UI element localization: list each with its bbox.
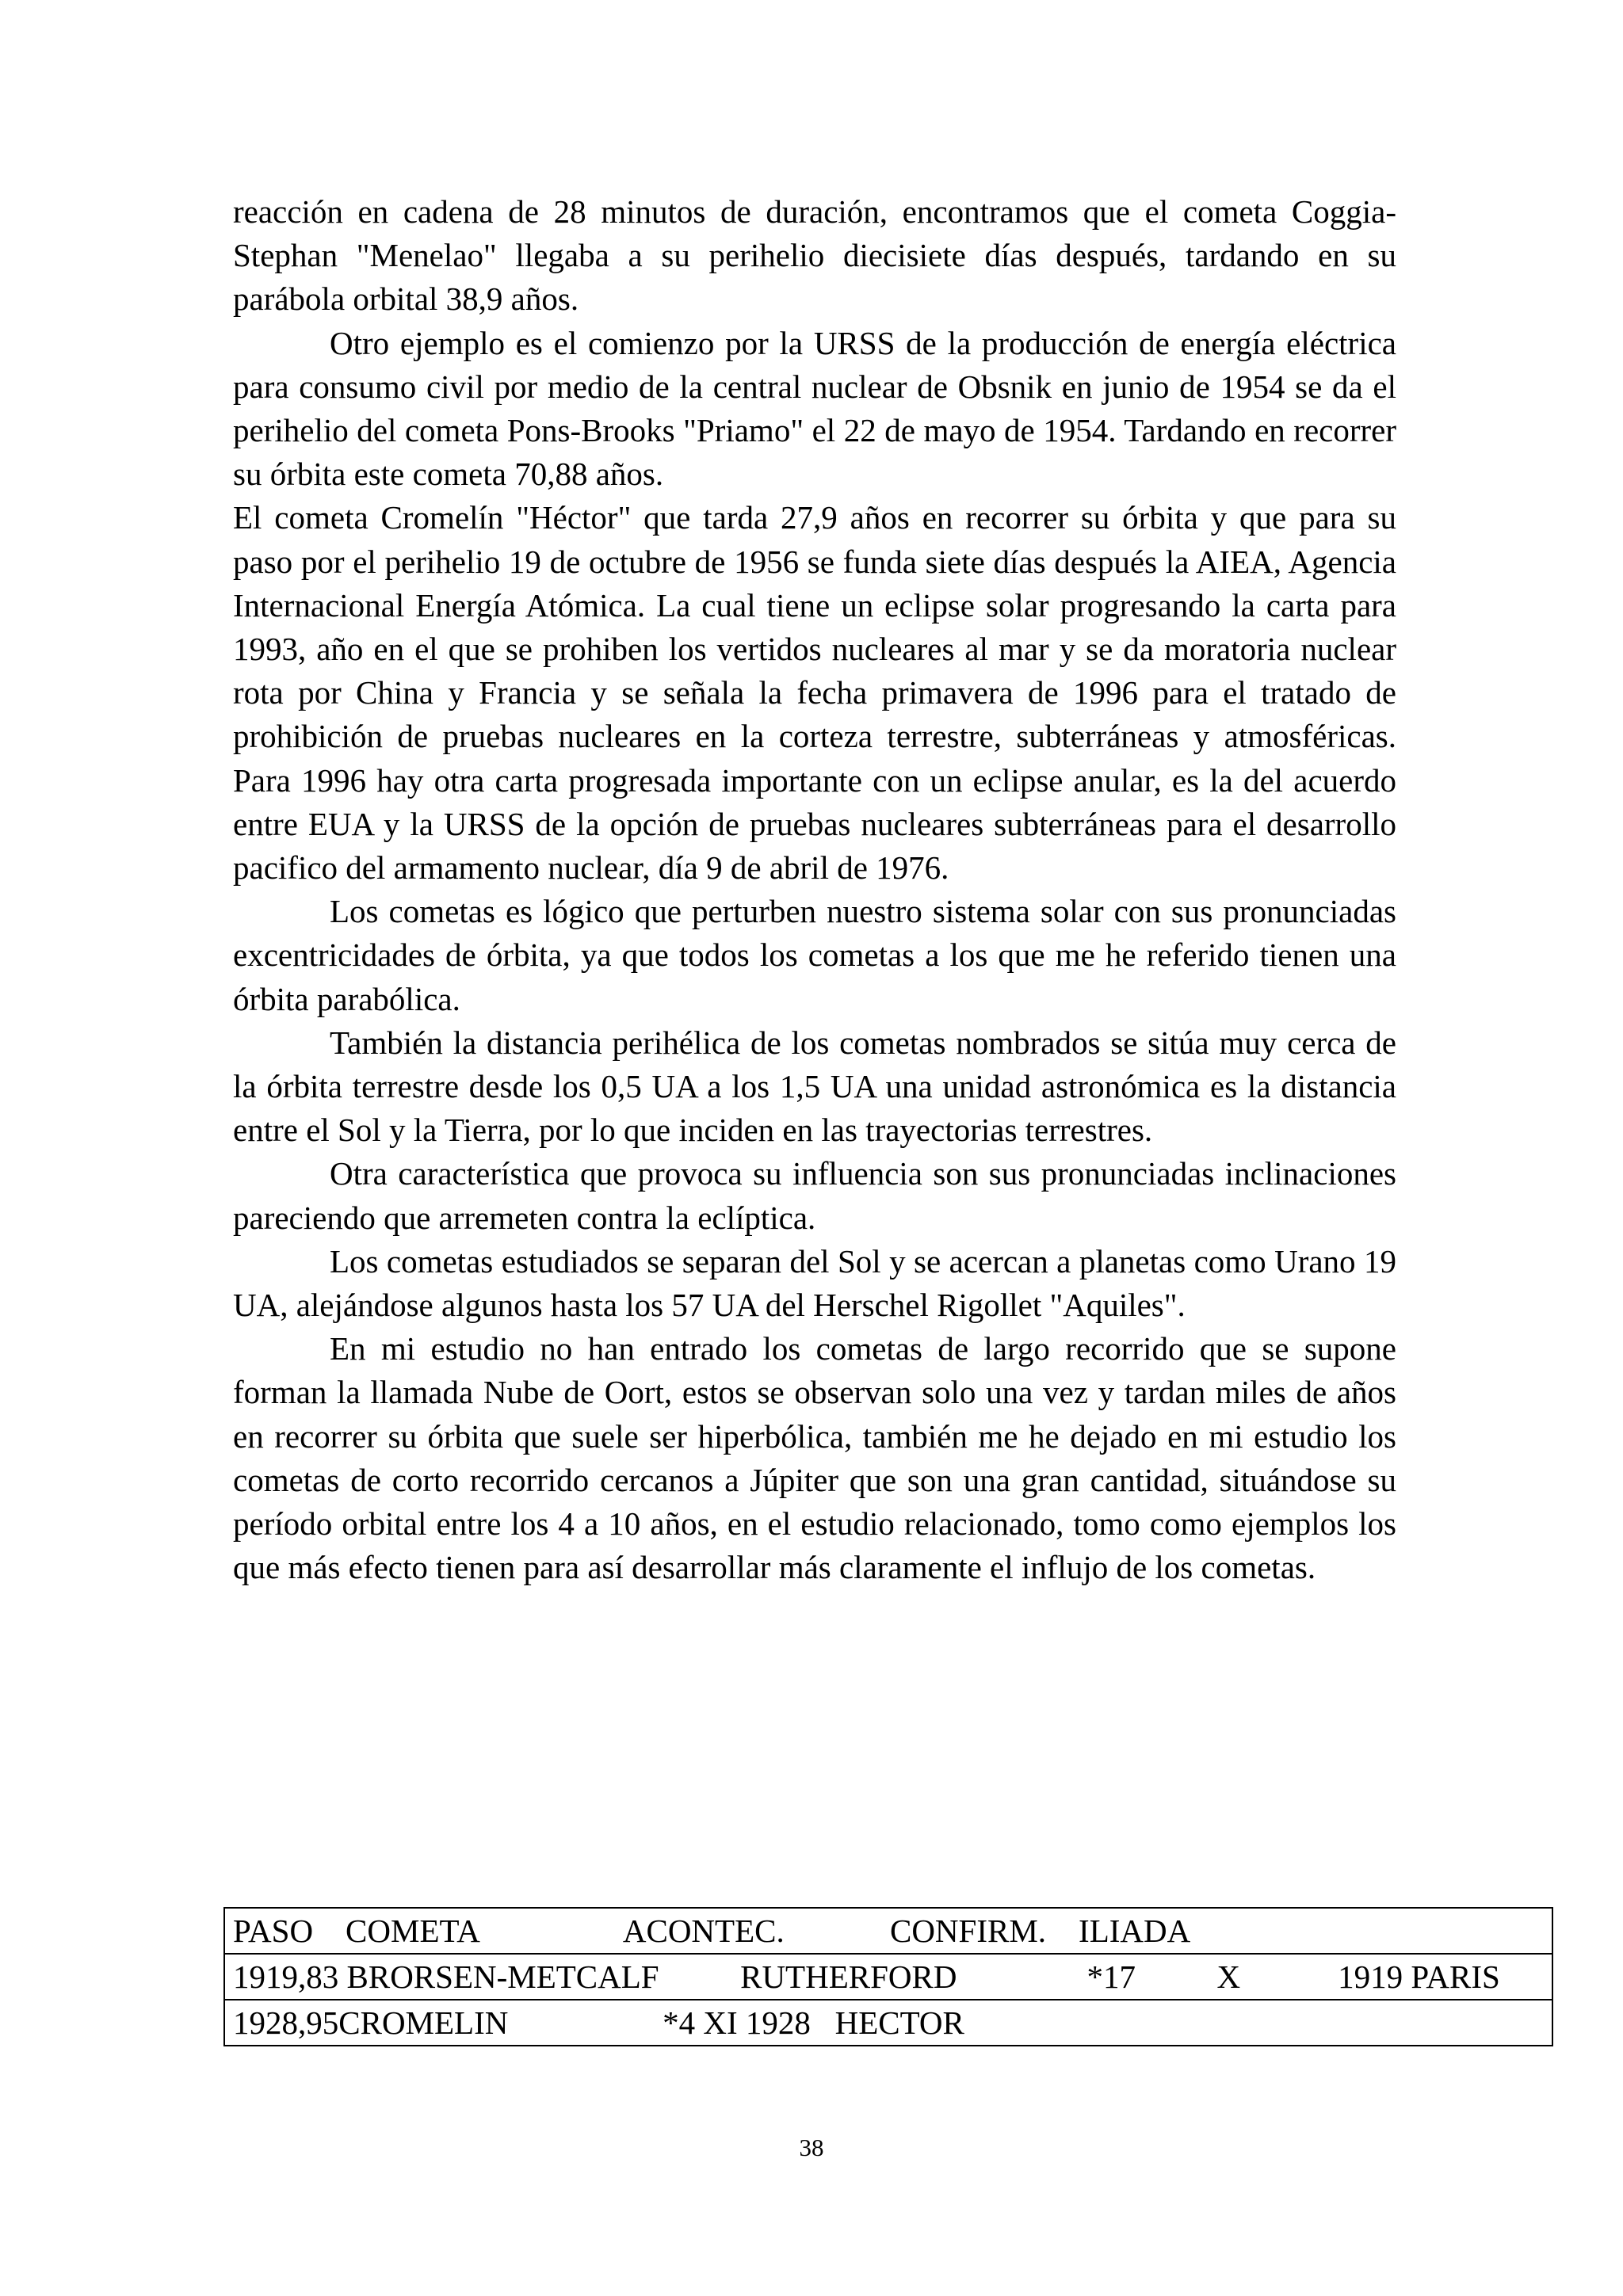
comet-table <box>223 1907 1553 2046</box>
body-text <box>233 190 1396 1590</box>
table-row <box>224 1954 1552 2000</box>
paragraph: También la distancia perihélica de los cometas nombrados se sitúa muy cerca de la órbita terrestre desde los 0,5 UA a los 1,5 UA una unidad astronómica es la distancia entre el Sol y la Tierra, por lo que inciden en las trayectorias terrestres. <box>233 1024 1396 1149</box>
paragraph: Los cometas es lógico que perturben nuestro sistema solar con sus pronunciadas excentricidades de órbita, ya que todos los cometas a los que me he referido tienen una órbita parabólica. <box>233 893 1396 1017</box>
paragraph: Los cometas estudiados se separan del Sol y se acercan a planetas como Urano 19 UA, alejándose algunos hasta los 57 UA del Herschel Rigollet "Aquiles". <box>233 1242 1396 1324</box>
table-cell: 1928,95CROMELIN *4 XI 1928 HECTOR <box>224 2000 1552 2046</box>
table-row <box>224 2000 1552 2046</box>
table-cell: PASO COMETA ACONTEC. CONFIRM. ILIADA <box>224 1908 1552 1954</box>
paragraph: El cometa Cromelín "Héctor" que tarda 27,9 años en recorrer su órbita y que para su paso por el perihelio 19 de octubre de 1956 se funda siete días después la AIEA, Agencia Internacional Energía Atómica. La cual tiene un eclipse solar progresando la carta para 1993, año en el que se prohiben los vertidos nucleares al mar y se da moratoria nuclear rota por China y Francia y se señala la fecha primavera de 1996 para el tratado de prohibición de pruebas nucleares en la corteza terrestre, subterráneas y atmosféricas. Para 1996 hay otra carta progresada importante con un eclipse anular, es la del acuerdo entre EUA y la URSS de la opción de pruebas nucleares subterráneas para el desarrollo pacifico del armamento nuclear, día 9 de abril de 1976. <box>233 499 1396 887</box>
paragraph: Otro ejemplo es el comienzo por la URSS de la producción de energía eléctrica para consumo civil por medio de la central nuclear de Obsnik en junio de 1954 se da el perihelio del cometa Pons-Brooks "Priamo" el 22 de mayo de 1954. Tardando en recorrer su órbita este cometa 70,88 años. <box>233 324 1396 493</box>
table-header-row <box>224 1908 1552 1954</box>
table-cell: 1919,83 BRORSEN-METCALF RUTHERFORD *17 X 1919 PARIS <box>224 1954 1552 2000</box>
page-number: 38 <box>799 2134 824 2161</box>
paragraph: Otra característica que provoca su influencia son sus pronunciadas inclinaciones pareciendo que arremeten contra la eclíptica. <box>233 1155 1396 1236</box>
paragraph: En mi estudio no han entrado los cometas de largo recorrido que se supone forman la llamada Nube de Oort, estos se observan solo una vez y tardan miles de años en recorrer su órbita que suele ser hiperbólica, también me he dejado en mi estudio los cometas de corto recorrido cercanos a Júpiter que son una gran cantidad, situándose su período orbital entre los 4 a 10 años, en el estudio relacionado, tomo como ejemplos los que más efecto tienen para así desarrollar más claramente el influjo de los cometas. <box>233 1330 1396 1586</box>
paragraph: reacción en cadena de 28 minutos de duración, encontramos que el cometa Coggia-Stephan "Menelao" llegaba a su perihelio diecisiete días después, tardando en su parábola orbital 38,9 años. <box>233 193 1396 318</box>
